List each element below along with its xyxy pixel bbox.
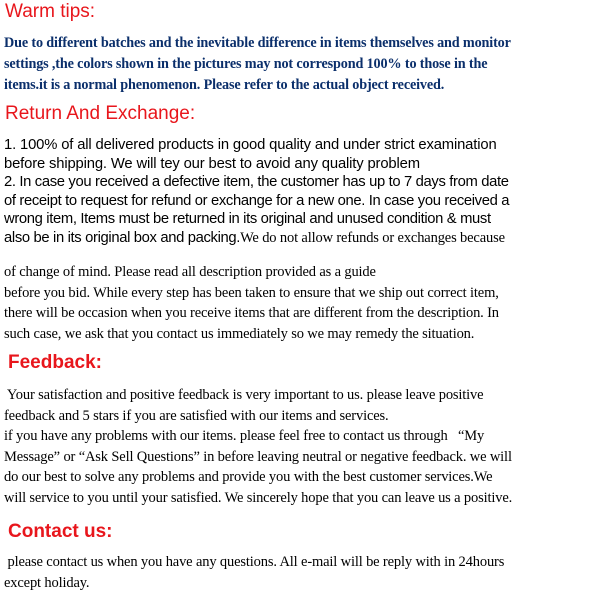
return-exchange-line-serif-part: We do not allow refunds or exchanges because [240, 229, 505, 246]
return-exchange-serif-line: such case, we ask that you contact us immediately so we may remedy the situation. [4, 325, 475, 342]
return-exchange-line: wrong item, Items must be returned in its original and unused condition & must [4, 211, 491, 227]
return-exchange-serif-line: of change of mind. Please read all description provided as a guide [4, 264, 376, 280]
return-exchange-serif-body [4, 262, 616, 344]
warm-tips-line: items.it is a normal phenomenon. Please refer to the actual object received. [4, 77, 445, 93]
contact-body [4, 552, 616, 593]
feedback-line: feedback and 5 stars if you are satisfied with our items and services. [4, 407, 389, 424]
return-exchange-serif-line: before you bid. While every step has been taken to ensure that we ship out correct item, [4, 284, 499, 301]
return-exchange-line: before shipping. We will tey our best to avoid any quality problem [4, 155, 420, 172]
feedback-line: do our best to solve any problems and provide you with the best customer services.We [4, 469, 493, 485]
contact-line: except holiday. [4, 574, 90, 591]
return-exchange-mixed-line [4, 229, 616, 248]
feedback-line: if you have any problems with our items. please feel free to contact us through “My [4, 428, 485, 444]
warm-tips-line: settings ,the colors shown in the pictures may not correspond 100% to those in the [4, 56, 488, 72]
return-exchange-line: 2. In case you received a defective item, the customer has up to 7 days from date [4, 174, 509, 190]
warm-tips-body [4, 33, 616, 96]
feedback-heading: Feedback: [8, 352, 102, 373]
contact-heading: Contact us: [8, 521, 113, 542]
feedback-line: Message” or “Ask Sell Questions” in before leaving neutral or negative feedback. we will [4, 448, 512, 465]
return-exchange-body [4, 136, 616, 247]
return-exchange-serif-line: there will be occasion when you receive items that are different from the description. In [4, 305, 499, 321]
feedback-line: will service to you until your satisfied. We sincerely hope that you can leave us a positive. [4, 489, 513, 506]
return-exchange-line: 1. 100% of all delivered products in good quality and under strict examination [4, 137, 497, 153]
return-exchange-line: of receipt to request for refund or exchange for a new one. In case you received a [4, 192, 510, 209]
feedback-line: Your satisfaction and positive feedback is very important to us. please leave positive [4, 387, 484, 403]
return-exchange-heading: Return And Exchange: [5, 103, 196, 124]
return-exchange-line-sans-part: also be in its original box and packing. [4, 229, 241, 246]
warm-tips-heading: Warm tips: [5, 1, 96, 22]
contact-line: please contact us when you have any questions. All e-mail will be reply with in 24hours [4, 554, 505, 570]
feedback-body [4, 385, 616, 508]
warm-tips-line: Due to different batches and the inevitable difference in items themselves and monitor [4, 35, 511, 51]
